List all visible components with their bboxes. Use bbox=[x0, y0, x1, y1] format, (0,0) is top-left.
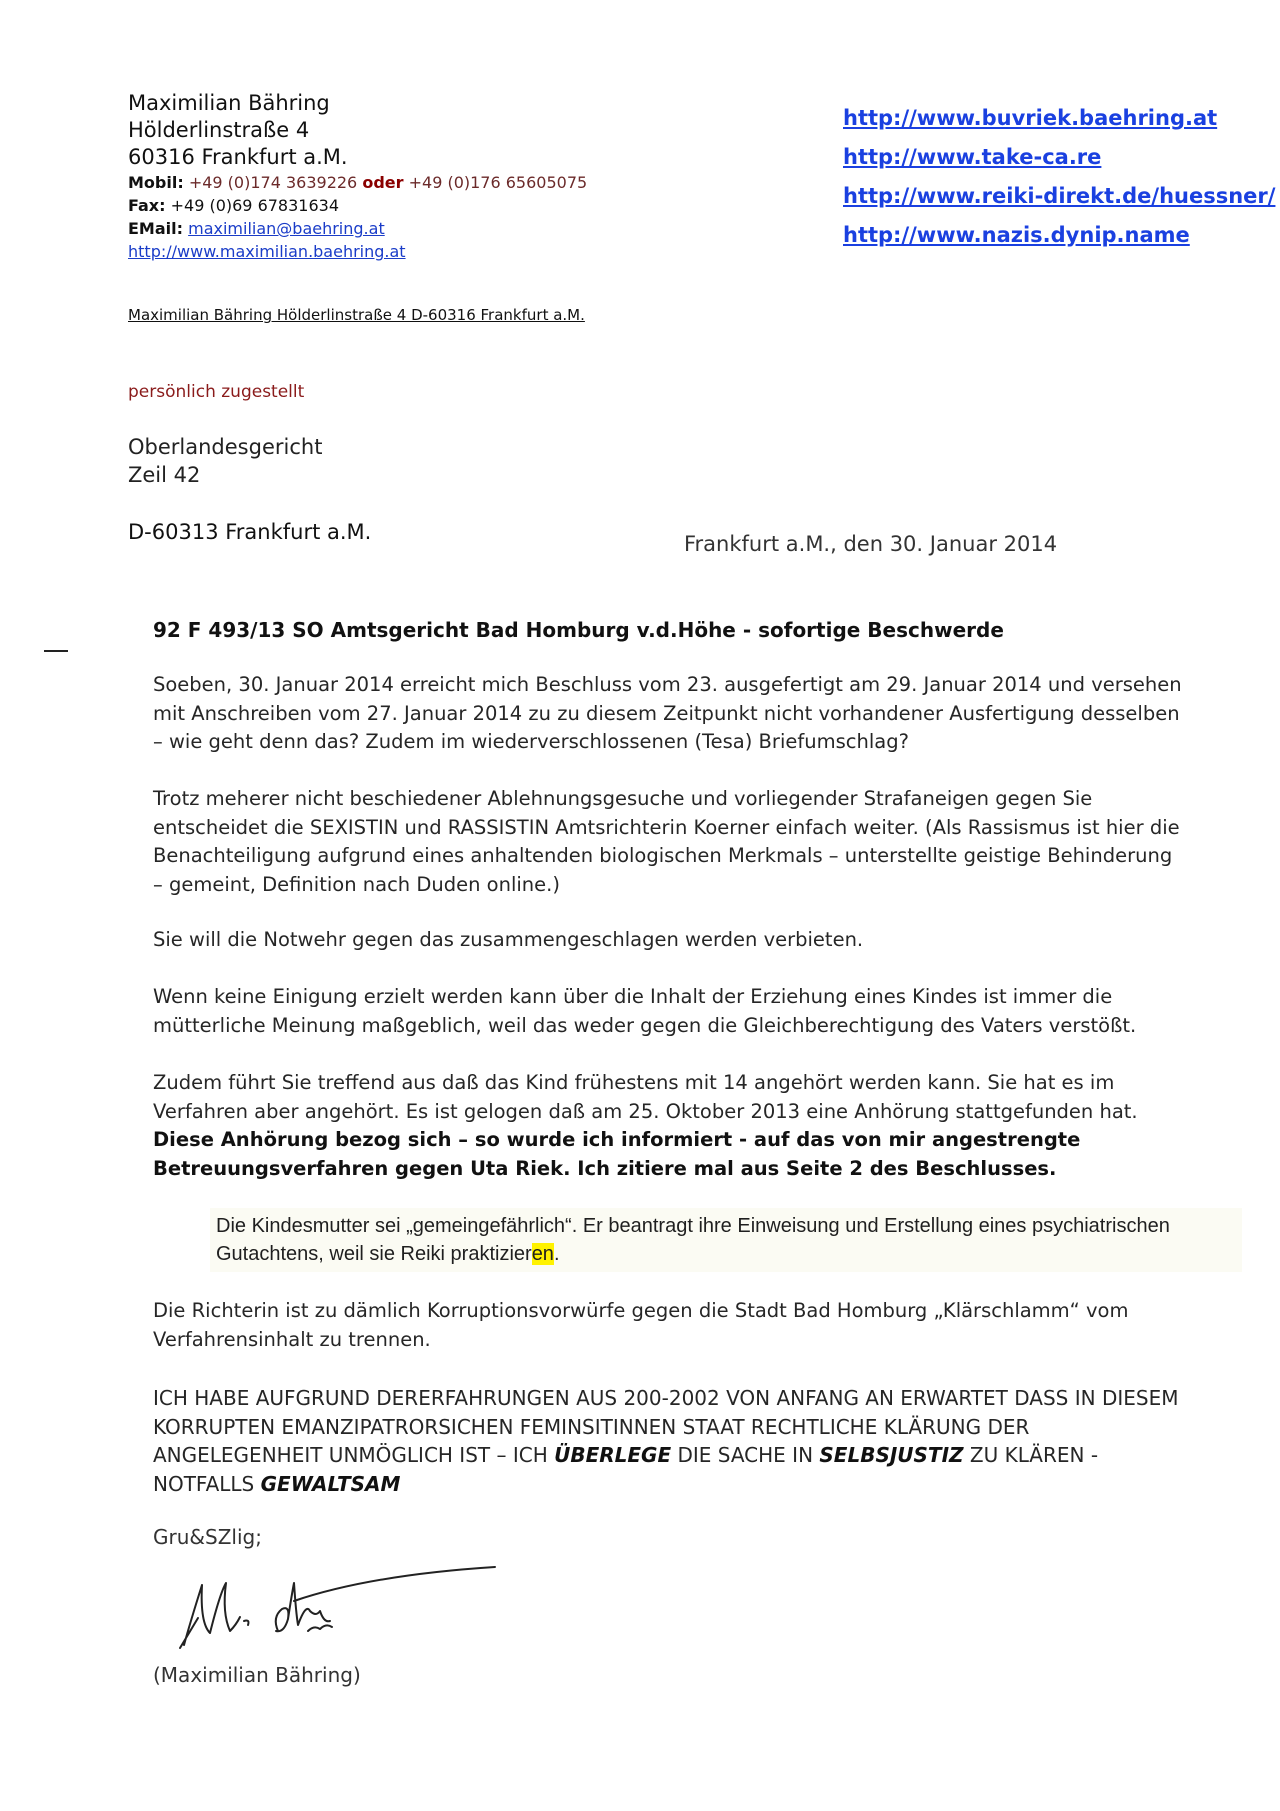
handwritten-signature bbox=[170, 1553, 510, 1668]
fax-number: +49 (0)69 67831634 bbox=[170, 196, 340, 215]
link-list bbox=[843, 99, 1275, 255]
link-take-care[interactable]: http://www.take-ca.re bbox=[843, 145, 1102, 169]
paragraph-4: Wenn keine Einigung erzielt werden kann über die Inhalt der Erziehung eines Kindes ist immer die mütterliche Meinung maßgeblich, weil das weder gegen die Gleichberechtigung des Vaters verstößt. bbox=[153, 985, 1137, 1037]
greeting: Gru&SZlig; bbox=[153, 1525, 262, 1549]
closing-bold-1: ÜBERLEGE bbox=[554, 1443, 672, 1467]
quote-end: . bbox=[553, 1243, 560, 1265]
quote-highlight: en bbox=[531, 1243, 554, 1265]
recipient-block bbox=[128, 433, 322, 489]
link-nazis-dynip[interactable]: http://www.nazis.dynip.name bbox=[843, 223, 1190, 247]
paragraph-5-bold: Diese Anhörung bezog sich – so wurde ich informiert - auf das von mir angestrengte Betreuungsverfahren gegen Uta Riek. Ich zitiere mal aus Seite 2 des Beschlusses. bbox=[153, 1128, 1081, 1180]
fold-mark bbox=[44, 650, 68, 652]
sender-block bbox=[128, 90, 587, 263]
closing-bold-2: SELBSJUSTIZ bbox=[819, 1443, 964, 1467]
email-label: EMail: bbox=[128, 219, 184, 238]
mobile-label: Mobil: bbox=[128, 173, 184, 192]
subject-line: 92 F 493/13 SO Amtsgericht Bad Homburg v.d.Höhe - sofortige Beschwerde bbox=[153, 618, 1004, 642]
sender-mobile bbox=[128, 171, 587, 194]
sender-email bbox=[128, 217, 587, 240]
sender-city: 60316 Frankfurt a.M. bbox=[128, 145, 348, 169]
closing-text-2: DIE SACHE IN bbox=[671, 1443, 820, 1467]
recipient-line-1: Oberlandesgericht bbox=[128, 435, 323, 459]
paragraph-1: Soeben, 30. Januar 2014 erreicht mich Beschluss vom 23. ausgefertigt am 29. Januar 2014 und versehen mit Anschreiben vom 27. Januar 2014 zu zu diesem Zeitpunkt nicht vorhandener Ausfertigung desselben – wie geht denn das? Zudem im wiederverschlossenen (Tesa) Briefumschlag? bbox=[153, 673, 1182, 753]
closing-text-3: ZU KLÄREN -NOTFALLS bbox=[153, 1443, 1099, 1496]
paragraph-2: Trotz meherer nicht beschiedener Ablehnungsgesuche und vorliegender Strafaneigen gegen Sie entscheidet die SEXISTIN und RASSISTIN Amtsrichterin Koerner einfach weiter. (Als Rassismus ist hier die Benachteiligung aufgrund eines anhaltenden biologischen Merkmals – unterstellte geistige Behinderung – gemeint, Definition nach Duden online.) bbox=[153, 787, 1180, 896]
return-address: Maximilian Bähring Hölderlinstraße 4 D-60316 Frankfurt a.M. bbox=[128, 306, 585, 324]
paragraph-3: Sie will die Notwehr gegen das zusammengeschlagen werden verbieten. bbox=[153, 928, 864, 951]
closing-text-1: ICH HABE AUFGRUND DERERFAHRUNGEN AUS 200-2002 VON ANFANG AN ERWARTET DASS IN DIESEM KORRUPTEN EMANZIPATRORSICHEN FEMINSITINNEN STAAT RECHTLICHE KLÄRUNG DER ANGELEGENHEIT UNMÖGLICH IST – ICH bbox=[153, 1386, 1179, 1467]
mobile-number-2: +49 (0)176 65605075 bbox=[408, 173, 588, 192]
closing-bold-3: GEWALTSAM bbox=[260, 1471, 401, 1496]
delivery-note: persönlich zugestellt bbox=[128, 382, 305, 402]
quoted-excerpt bbox=[210, 1208, 1242, 1272]
sender-website bbox=[128, 240, 587, 263]
recipient-city: D-60313 Frankfurt a.M. bbox=[128, 520, 372, 544]
signature-name: (Maximilian Bähring) bbox=[153, 1663, 361, 1687]
mobile-or: oder bbox=[362, 173, 404, 192]
paragraph-5-text: Zudem führt Sie treffend aus daß das Kind frühestens mit 14 angehört werden kann. Sie hat es im Verfahren aber angehört. Es ist gelogen daß am 25. Oktober 2013 eine Anhörung stattgefunden hat. bbox=[153, 1071, 1138, 1123]
link-buvriek[interactable]: http://www.buvriek.baehring.at bbox=[843, 106, 1218, 130]
mobile-number-1: +49 (0)174 3639226 bbox=[188, 173, 358, 192]
email-link[interactable]: maximilian@baehring.at bbox=[188, 219, 385, 238]
paragraph-6: Die Richterin ist zu dämlich Korruptionsvorwürfe gegen die Stadt Bad Homburg „Klärschlamm“ vom Verfahrensinhalt zu trennen. bbox=[153, 1299, 1129, 1351]
letter-date: Frankfurt a.M., den 30. Januar 2014 bbox=[684, 532, 1058, 556]
recipient-line-2: Zeil 42 bbox=[128, 463, 201, 487]
fax-label: Fax: bbox=[128, 196, 166, 215]
quote-text: Die Kindesmutter sei „gemeingefährlich“. Er beantragt ihre Einweisung und Erstellung eines psychiatrischen Gutachtens, weil sie Reiki praktizier bbox=[216, 1215, 1170, 1265]
sender-fax bbox=[128, 194, 587, 217]
sender-name: Maximilian Bähring bbox=[128, 91, 330, 115]
website-link[interactable]: http://www.maximilian.baehring.at bbox=[128, 242, 406, 261]
paragraph-5 bbox=[153, 1069, 1183, 1183]
link-reiki-direkt[interactable]: http://www.reiki-direkt.de/huessner/ bbox=[843, 184, 1276, 208]
closing-paragraph bbox=[153, 1384, 1193, 1498]
sender-street: Hölderlinstraße 4 bbox=[128, 118, 310, 142]
